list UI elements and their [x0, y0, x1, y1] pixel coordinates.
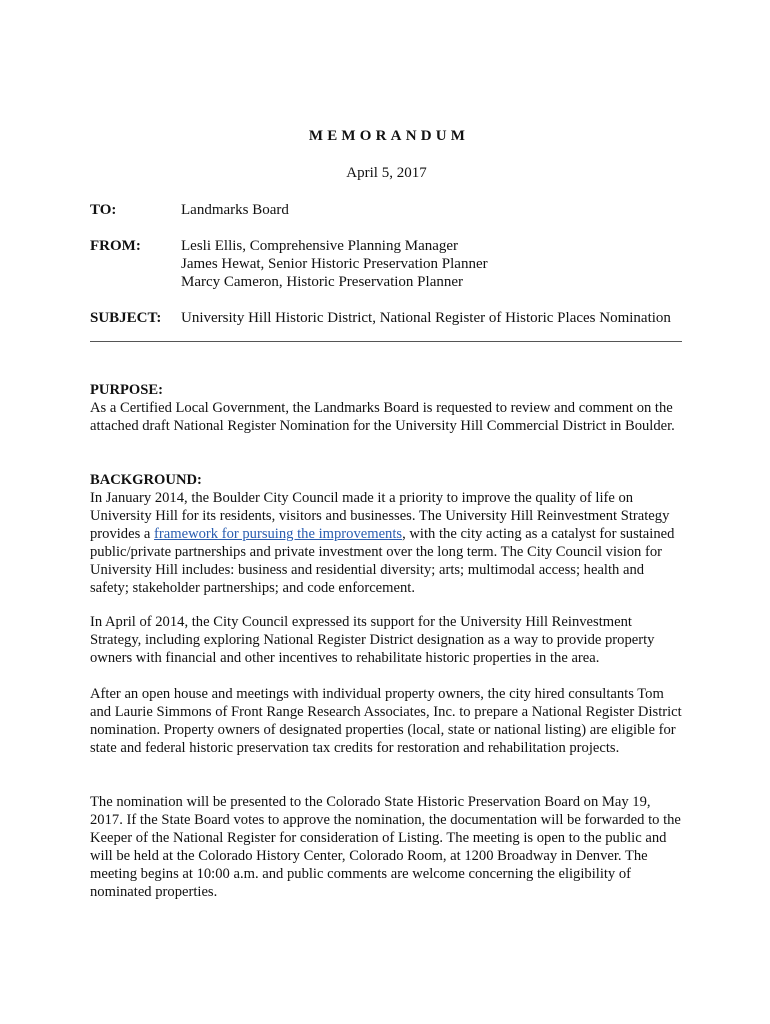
background-paragraph-2-block: [90, 613, 682, 667]
to-label: TO:: [90, 202, 117, 218]
para1-text-before: In January 2014, the Boulder City Council made it a priority to improve the quality of life on University Hill for its residents, visitors and businesses. The University Hill Reinvestment Strategy provides a: [90, 490, 670, 542]
memo-date: April 5, 2017: [346, 165, 427, 181]
background-paragraph-1: [90, 489, 682, 597]
background-section: [90, 471, 682, 597]
from-list: [181, 237, 488, 291]
subject-value: University Hill Historic District, National Register of Historic Places Nomination: [181, 310, 671, 326]
para1-text-after: , with the city acting as a catalyst for sustained public/private partnerships and private investment over the long term. The City Council vision for University Hill includes: business and residential diversity; arts; multimodal access; health and safety; stakeholder partnerships; and code enforcement.: [90, 526, 675, 596]
purpose-section: [90, 381, 682, 435]
purpose-text: As a Certified Local Government, the Landmarks Board is requested to review and comment on the attached draft National Register Nomination for the University Hill Commercial District in Boulder.: [90, 400, 675, 434]
background-paragraph-3: After an open house and meetings with individual property owners, the city hired consultants Tom and Laurie Simmons of Front Range Research Associates, Inc. to prepare a National Register District nomination. Property owners of designated properties (local, state or national listing) are eligible for state and federal historic preservation tax credits for restoration and rehabilitation projects.: [90, 686, 682, 756]
to-value: Landmarks Board: [181, 202, 289, 218]
background-paragraph-3-block: [90, 685, 682, 757]
framework-link[interactable]: framework for pursuing the improvements: [154, 526, 403, 542]
from-label: FROM:: [90, 238, 141, 254]
header-divider: [90, 341, 682, 342]
from-person: James Hewat, Senior Historic Preservation Planner: [181, 256, 488, 272]
background-paragraph-2: In April of 2014, the City Council expressed its support for the University Hill Reinvestment Strategy, including exploring National Register District designation as a way to provide property owners with financial and other incentives to rehabilitate historic properties in the area.: [90, 614, 655, 666]
from-person: Marcy Cameron, Historic Preservation Planner: [181, 274, 464, 290]
memo-title: MEMORANDUM: [308, 128, 470, 144]
background-paragraph-4-block: [90, 793, 682, 901]
from-person: Lesli Ellis, Comprehensive Planning Manager: [181, 238, 459, 254]
background-heading: BACKGROUND:: [90, 472, 202, 488]
background-paragraph-4: The nomination will be presented to the Colorado State Historic Preservation Board on May 19, 2017. If the State Board votes to approve the nomination, the documentation will be forwarded to the Keeper of the National Register for consideration of Listing. The meeting is open to the public and will be held at the Colorado History Center, Colorado Room, at 1200 Broadway in Denver. The meeting begins at 10:00 a.m. and public comments are welcome concerning the eligibility of nominated properties.: [90, 794, 681, 900]
subject-label: SUBJECT:: [90, 310, 162, 326]
purpose-heading: PURPOSE:: [90, 382, 163, 398]
